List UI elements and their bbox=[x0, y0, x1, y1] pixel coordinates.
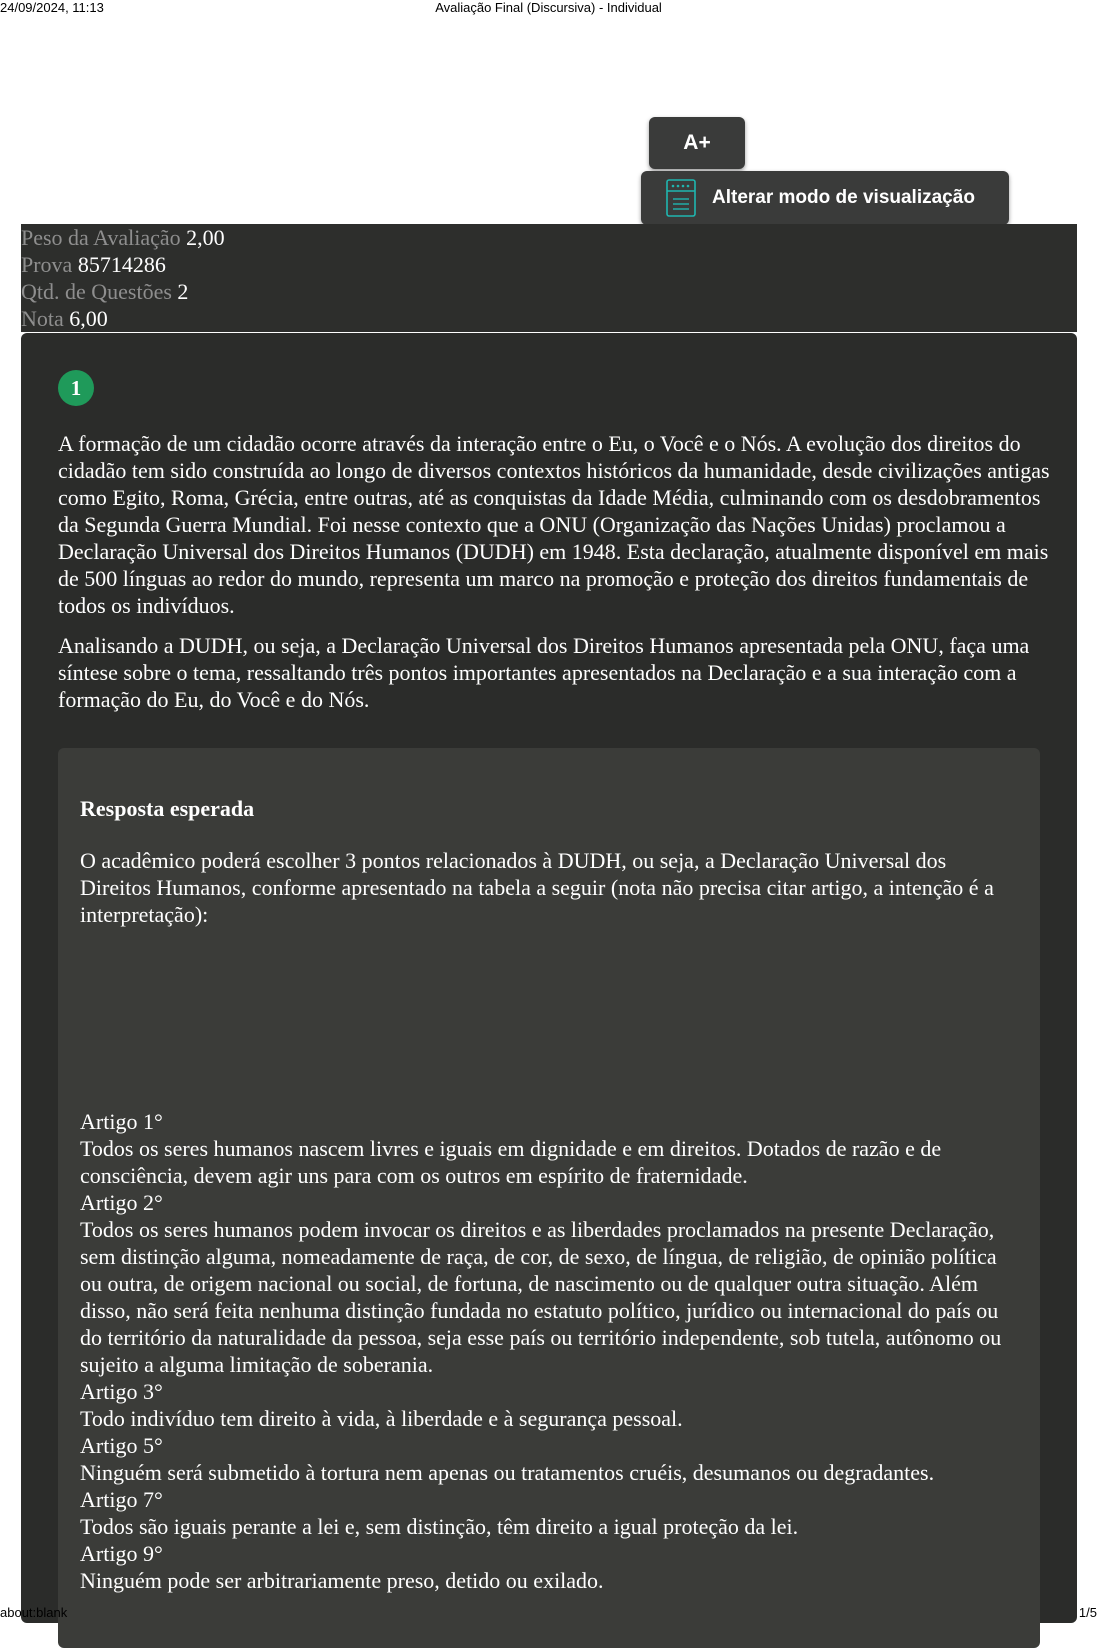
info-prova bbox=[21, 251, 1077, 278]
article-title: Artigo 5° bbox=[80, 1433, 163, 1458]
article-title: Artigo 2° bbox=[80, 1190, 163, 1215]
print-header bbox=[0, 0, 1097, 16]
articles-list bbox=[80, 1108, 1020, 1594]
article-title: Artigo 7° bbox=[80, 1487, 163, 1512]
article-text: Todos os seres humanos nascem livres e iguais em dignidade e em direitos. Dotados de razão e de consciência, devem agir uns para com os outros em espírito de fraternidade. bbox=[80, 1136, 942, 1188]
view-mode-label: Alterar modo de visualização bbox=[712, 187, 975, 208]
nota-label: Nota bbox=[21, 306, 64, 331]
expected-answer-intro: O acadêmico poderá escolher 3 pontos relacionados à DUDH, ou seja, a Declaração Universal dos Direitos Humanos, conforme apresentado na tabela a seguir (nota não precisa citar artigo, a intenção é a interpretação): bbox=[80, 848, 994, 927]
print-footer bbox=[0, 1605, 1097, 1621]
questoes-value: 2 bbox=[177, 279, 189, 304]
print-page-number: 1/5 bbox=[1078, 1605, 1097, 1620]
article-text: Ninguém pode ser arbitrariamente preso, detido ou exilado. bbox=[80, 1568, 604, 1593]
expected-answer-title: Resposta esperada bbox=[80, 796, 255, 821]
question-paragraph-1: A formação de um cidadão ocorre através da interação entre o Eu, o Você e o Nós. A evolução dos direitos do cidadão tem sido construída ao longo de diversos contextos históricos da humanidade, desde civilizações antigas como Egito, Roma, Grécia, entre outras, até as conquistas da Idade Média, culminando com os desdobramentos da Segunda Guerra Mundial. Foi nesse contexto que a ONU (Organização das Nações Unidas) proclamou a Declaração Universal dos Direitos Humanos (DUDH) em 1948. Esta declaração, atualmente disponível em mais de 500 línguas ao redor do mundo, representa um marco na promoção e proteção dos direitos fundamentais de todos os indivíduos. bbox=[58, 431, 1050, 618]
article-title: Artigo 9° bbox=[80, 1541, 163, 1566]
article-title: Artigo 1° bbox=[80, 1109, 163, 1134]
prova-label: Prova bbox=[21, 252, 73, 277]
question-paragraph-2: Analisando a DUDH, ou seja, a Declaração Universal dos Direitos Humanos apresentada pela ONU, faça uma síntese sobre o tema, ressaltando três pontos importantes apresentados na Declaração e a sua interação com a formação do Eu, do Você e do Nós. bbox=[58, 633, 1030, 712]
article-title: Artigo 3° bbox=[80, 1379, 163, 1404]
print-url: about:blank bbox=[0, 1605, 68, 1620]
print-title: Avaliação Final (Discursiva) - Individual bbox=[435, 0, 662, 15]
info-peso bbox=[21, 224, 1077, 251]
peso-label: Peso da Avaliação bbox=[21, 225, 181, 250]
question-number-badge: 1 bbox=[58, 370, 94, 406]
info-nota bbox=[21, 305, 1077, 332]
article-text: Todos os seres humanos podem invocar os direitos e as liberdades proclamados na presente Declaração, sem distinção alguma, nomeadamente de raça, de cor, de sexo, de língua, de religião, de opinião política ou outra, de origem nacional ou social, de fortuna, de nascimento ou de qualquer outra situação. Além disso, não será feita nenhuma distinção fundada no estatuto político, jurídico ou internacional do país ou do território da naturalidade da pessoa, seja esse país ou território independente, sob tutela, autônomo ou sujeito a alguma limitação de soberania. bbox=[80, 1217, 1002, 1377]
exam-info bbox=[21, 224, 1077, 332]
font-increase-button[interactable]: A+ bbox=[649, 117, 745, 169]
peso-value: 2,00 bbox=[186, 225, 225, 250]
print-date: 24/09/2024, 11:13 bbox=[0, 0, 104, 15]
question-card bbox=[21, 333, 1077, 1623]
view-mode-button[interactable] bbox=[641, 171, 1009, 225]
expected-answer-panel bbox=[58, 748, 1040, 1648]
article-text: Todos são iguais perante a lei e, sem distinção, têm direito a igual proteção da lei. bbox=[80, 1514, 799, 1539]
info-questoes bbox=[21, 278, 1077, 305]
question-text bbox=[58, 430, 1058, 726]
document-view-icon bbox=[666, 179, 696, 217]
nota-value: 6,00 bbox=[69, 306, 108, 331]
article-text: Todo indivíduo tem direito à vida, à liberdade e à segurança pessoal. bbox=[80, 1406, 683, 1431]
questoes-label: Qtd. de Questões bbox=[21, 279, 172, 304]
article-text: Ninguém será submetido à tortura nem apenas ou tratamentos cruéis, desumanos ou degradantes. bbox=[80, 1460, 935, 1485]
prova-value: 85714286 bbox=[77, 252, 166, 277]
